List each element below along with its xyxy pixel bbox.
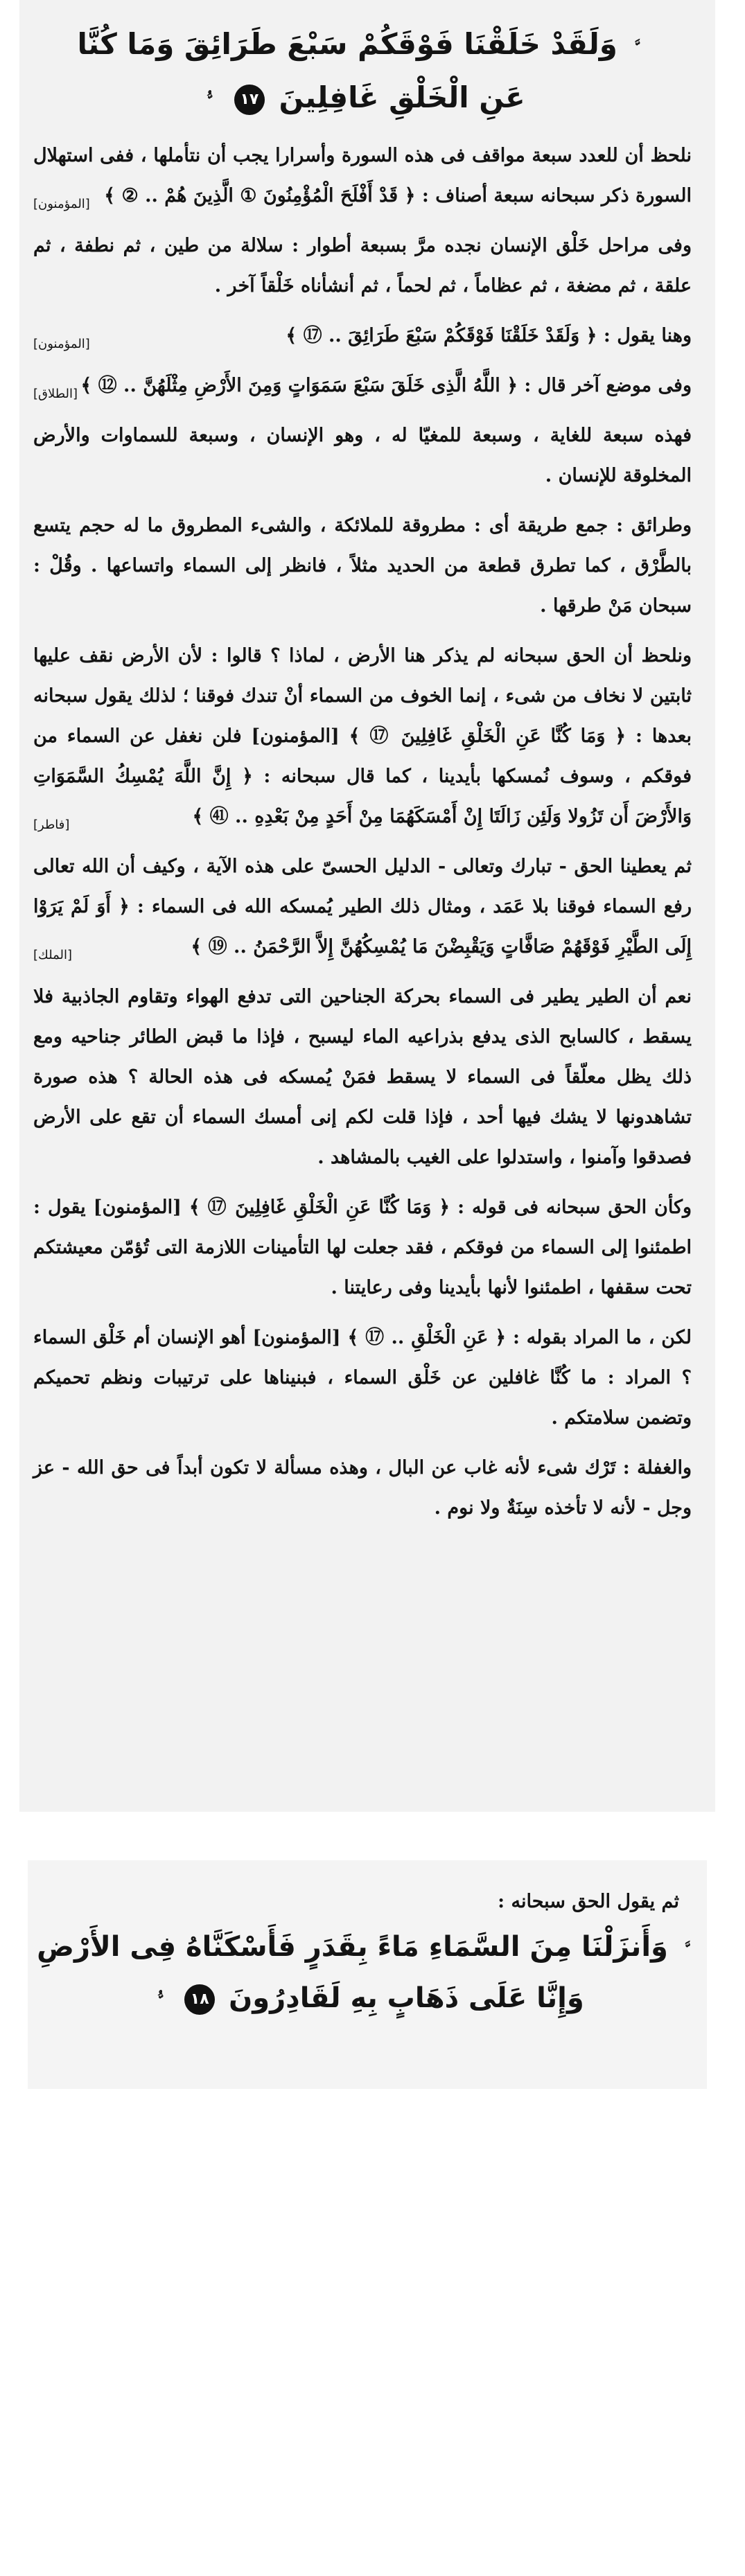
- paragraph-text: ونلحظ أن الحق سبحانه لم يذكر هنا الأرض ، لماذا ؟ قالوا : لأن الأرض نقف عليها ثابتين لا نخاف من شىء ، إنما الخوف من السماء أنْ تندك فوقنا ؛ لذلك يقول سبحانه بعدها : ﴿ وَمَا كُنَّا عَنِ الْخَلْقِ غَافِلِينَ ⑰ ﴾ [المؤمنون] فلن نغفل عن السماء من فوقكم ، وسوف نُمسكها بأيدينا ، كما قال سبحانه : ﴿ إِنَّ اللَّهَ يُمْسِكُ السَّمَوَاتِ وَالأَرْضَ أَن تَزُولا وَلَئِن زَالَتَا إِنْ أَمْسَكَهُمَا مِنْ أَحَدٍ مِنْ بَعْدِهِ .. ㊶ ﴾: [33, 645, 692, 827]
- paragraph: [33, 977, 692, 1178]
- paragraph: [33, 847, 692, 967]
- header-verse-text-1: وَلَقَدْ خَلَقْنَا فَوْقَكُمْ سَبْعَ طَرَائِقَ وَمَا كُنَّا: [77, 27, 617, 61]
- commentary-paragraphs: [33, 136, 692, 1528]
- surah-reference: [المؤمنون]: [33, 197, 90, 211]
- surah-reference: [فاطر]: [33, 818, 70, 832]
- paragraph-text: وفى مراحل خَلْق الإنسان نجده مرَّ بسبعة أطوار : سلالة من طين ، ثم نطفة ، ثم علقة ، ثم مضغة ، ثم عظاماً ، ثم لحماً ، ثم أنشأناه خَلْقاً آخر .: [33, 235, 692, 297]
- paragraph: [33, 136, 692, 216]
- paragraph: [33, 1448, 692, 1528]
- closing-section: [28, 1860, 707, 2089]
- paragraph: [33, 366, 692, 406]
- page-body: [33, 19, 692, 1528]
- paragraph-text: لكن ، ما المراد بقوله : ﴿ عَنِ الْخَلْقِ .. ⑰ ﴾ [المؤمنون] أهو الإنسان أم خَلْق السماء ؟ المراد : ما كُنَّا غافلين عن خَلْق السماء ، فبنيناها على ترتيبات ونظم تحميكم وتضمن سلامتكم .: [33, 1327, 692, 1429]
- paragraph: [33, 1188, 692, 1308]
- closing-verse-line-1: [28, 1923, 707, 1974]
- paragraph-text: وطرائق : جمع طريقة أى : مطروقة للملائكة ، والشىء المطروق ما له حجم يتسع بالطَّرْق ، كما تطرق قطعة من الحديد مثلاً ، فانظر إلى السماء واتساعها . وقُلْ : سبحان مَنْ طرقها .: [33, 515, 692, 617]
- paragraph-text: فهذه سبعة للغاية ، وسبعة للمغيّا له ، وهو الإنسان ، وسبعة للسماوات والأرض المخلوقة للإنسان .: [33, 425, 692, 486]
- paragraph: [33, 316, 692, 356]
- header-verse-line-1: [33, 19, 692, 73]
- header-verse: [33, 19, 692, 126]
- header-verse-text-2: عَنِ الْخَلْقِ غَافِلِينَ: [279, 80, 525, 114]
- closing-verse-text-2: وَإِنَّا عَلَى ذَهَابٍ بِهِ لَقَادِرُونَ: [229, 1982, 584, 2014]
- paragraph: [33, 506, 692, 626]
- paragraph-text: ثم يعطينا الحق - تبارك وتعالى - الدليل الحسىّ على هذه الآية ، وكيف أن الله تعالى رفع السماء فوقنا بلا عَمَد ، ومثال ذلك الطير يُمسكه الله فى السماء : ﴿ أَوَ لَمْ يَرَوْا إِلَى الطَّيْرِ فَوْقَهُمْ صَافَّاتٍ وَيَقْبِضْنَ مَا يُمْسِكُهُنَّ إِلاَّ الرَّحْمَنُ .. ⑲ ﴾: [33, 856, 692, 958]
- paragraph: [33, 416, 692, 496]
- closing-intro: ثم يقول الحق سبحانه :: [498, 1891, 679, 1912]
- surah-reference: [المؤمنون]: [33, 337, 90, 351]
- surah-reference: [الملك]: [33, 948, 73, 962]
- closing-verse-line-2: [28, 1974, 707, 2025]
- paragraph-text: نلحظ أن للعدد سبعة مواقف فى هذه السورة وأسرارا يجب أن نتأملها ، ففى استهلال السورة ذكر سبحانه سبعة أصناف : ﴿ قَدْ أَفْلَحَ الْمُؤْمِنُونَ ① الَّذِينَ هُمْ .. ② ﴾: [33, 145, 692, 206]
- ornament-icon: ﱡ: [207, 89, 213, 113]
- paragraph-text: وفى موضع آخر قال : ﴿ اللَّهُ الَّذِى خَلَقَ سَبْعَ سَمَوَاتٍ وَمِنَ الأَرْضِ مِثْلَهُنَّ .. ⑫ ﴾: [80, 375, 692, 396]
- paragraph-text: وهنا يقول : ﴿ وَلَقَدْ خَلَقْنَا فَوْقَكُمْ سَبْعَ طَرَائِقَ .. ⑰ ﴾: [286, 325, 692, 346]
- verse-number-badge: ١٨: [184, 1984, 215, 2015]
- ornament-icon: ﱡ: [157, 1988, 164, 2013]
- verse-number-badge: ١٧: [234, 85, 265, 115]
- paragraph-text: والغفلة : تَرْك شىء لأنه غاب عن البال ، وهذه مسألة لا تكون أبداً فى حق الله - عز وجل - لأنه لا تأخذه سِنَةٌ ولا نوم .: [33, 1457, 692, 1519]
- paragraph-text: نعم أن الطير يطير فى السماء بحركة الجناحين التى تدفع الهواء وتقاوم الجاذبية فلا يسقط ، كالسابح الذى يدفع بذراعيه الماء ليسبح ، فإذا ما قبض الطائر جناحيه ومع ذلك يظل معلّقاً فى السماء لا يسقط فمَنْ يُمسكه فى هذه الحالة ؟ هذه صورة تشاهدونها لا يشك فيها أحد ، فإذا قلت لكم إنى أمسك السماء أن تقع على الأرض فصدقوا وآمنوا ، واستدلوا على الغيب بالمشاهد .: [33, 986, 692, 1168]
- surah-reference: [الطلاق]: [33, 387, 78, 401]
- paragraph: [33, 636, 692, 837]
- ornament-icon: ﱠ: [634, 35, 641, 60]
- closing-verse: [28, 1923, 707, 2025]
- header-verse-line-2: [33, 73, 692, 126]
- ornament-icon: ﱠ: [684, 1937, 691, 1961]
- closing-verse-text-1: وَأَنزَلْنَا مِنَ السَّمَاءِ مَاءً بِقَدَرٍ فَأَسْكَنَّاهُ فِى الأَرْضِ: [37, 1931, 668, 1963]
- paragraph: [33, 1318, 692, 1438]
- paragraph: [33, 226, 692, 306]
- paragraph-text: وكأن الحق سبحانه فى قوله : ﴿ وَمَا كُنَّا عَنِ الْخَلْقِ غَافِلِينَ ⑰ ﴾ [المؤمنون] يقول : اطمئنوا إلى السماء من فوقكم ، فقد جعلت لها التأمينات اللازمة التى تُؤمّن معيشتكم تحت سقفها ، اطمئنوا لأنها بأيدينا وفى رعايتنا .: [33, 1197, 692, 1298]
